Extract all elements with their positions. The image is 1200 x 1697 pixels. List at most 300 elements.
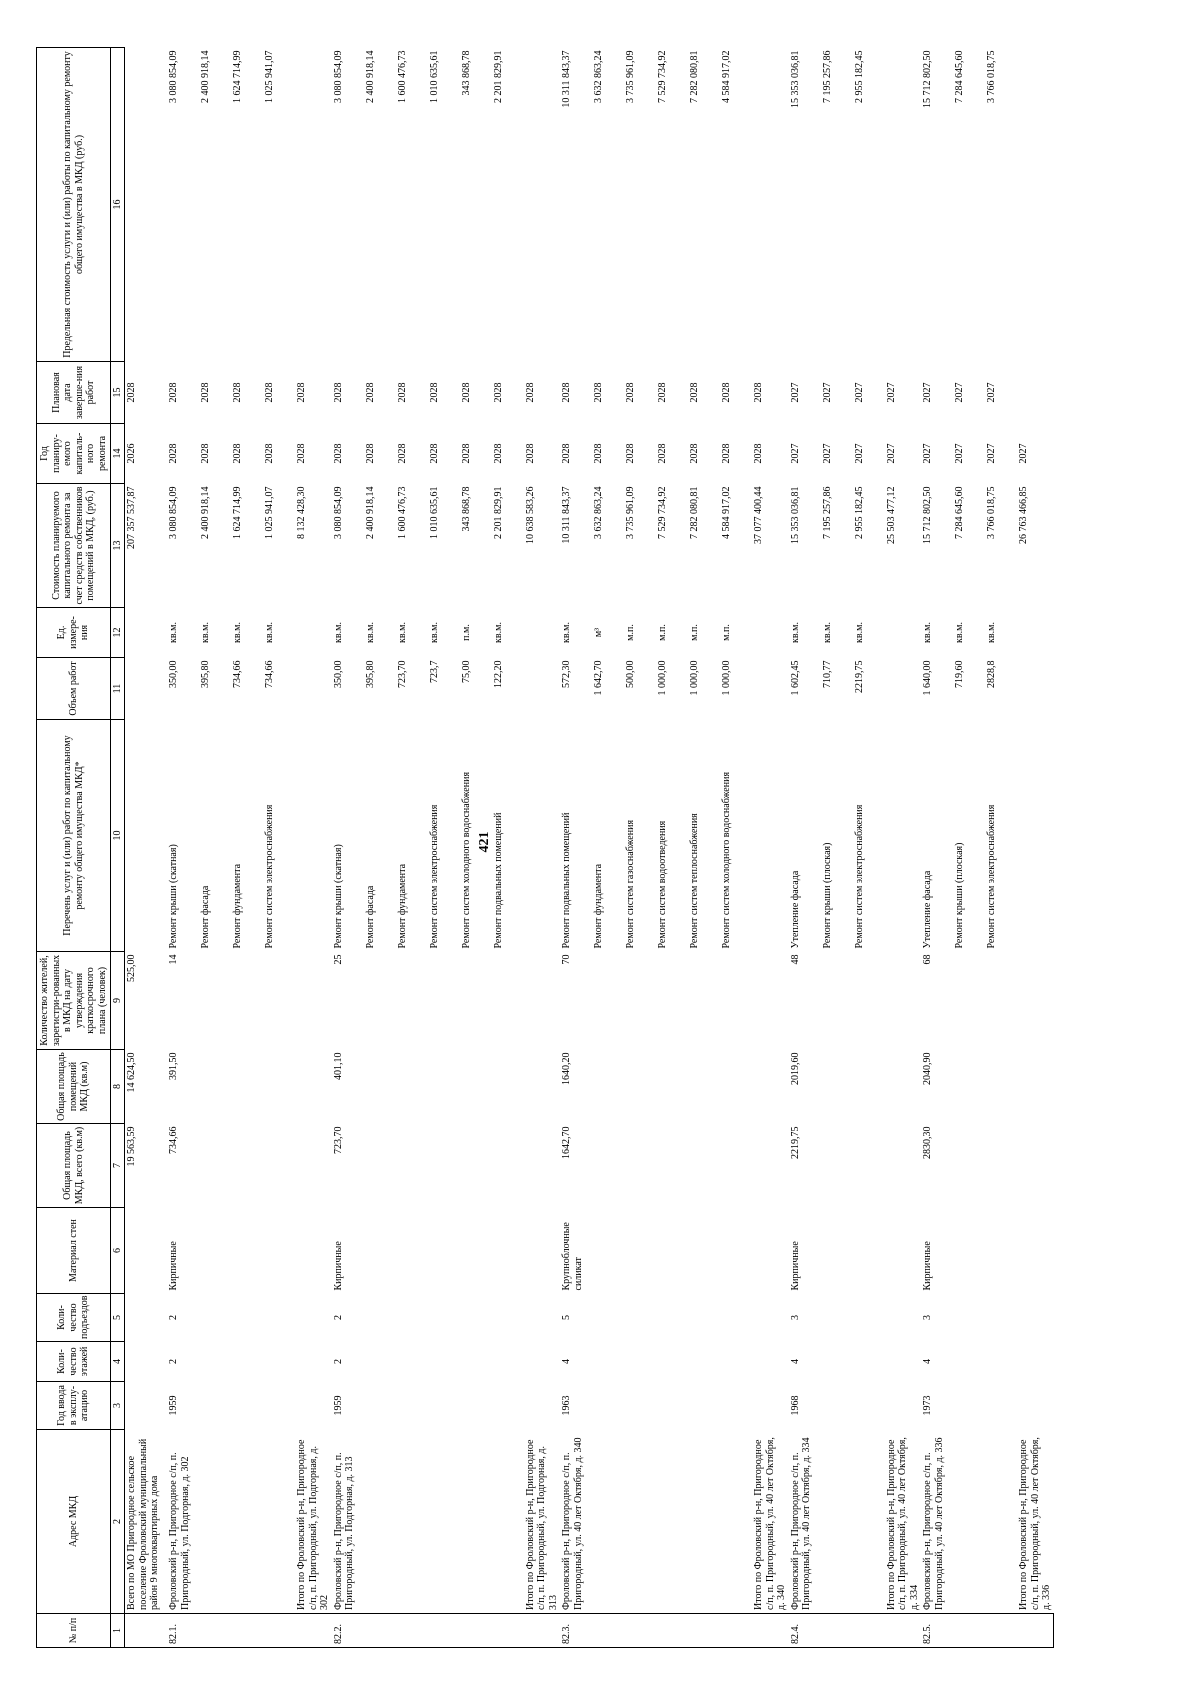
cell-col-13: 1 600 476,73 [396,486,408,539]
cell-col-4 [460,1342,492,1382]
cell-col-12: кв.м. [264,622,275,643]
cell-col-16: 1 010 635,61 [428,50,440,103]
cell-col-9 [752,952,789,1050]
cell-col-15: 2028 [625,382,636,403]
cell-col-1 [231,1614,263,1648]
cell-col-16: 15 353 036,81 [789,50,801,108]
cell-col-2: Фроловский р-н, Пригородное с/п, п. Пригородный, ул. Подгорная, д. 302 [168,1452,191,1610]
column-number-13: 13 [111,484,125,608]
cell-col-7 [1017,1124,1054,1208]
column-number-9: 9 [111,952,125,1050]
cell-col-8: 391,50 [168,1052,179,1080]
cell-col-1: 82.2. [332,1614,364,1648]
cell-col-14: 2028 [460,443,472,464]
cell-col-2 [492,1430,524,1614]
cell-col-4 [752,1342,789,1382]
cell-col-6: Кирпичные [332,1241,344,1291]
cell-col-4 [231,1342,263,1382]
cell-col-14: 2028 [721,443,732,464]
cell-col-2: Итого по Фроловский р-н, Пригородное с/п, п. Пригородный, ул. Подгорная, д. 313 [524,1439,559,1610]
column-number-15: 15 [111,362,125,424]
cell-col-16 [752,48,789,362]
cell-col-12: кв.м. [200,622,211,643]
cell-col-11: 500,00 [625,660,636,688]
cell-col-10: Ремонт систем электроснабжения [986,804,997,949]
cell-col-10: Ремонт систем газоснабжения [625,819,636,949]
table-row [125,48,168,1648]
table-row [592,48,624,1648]
cell-col-14: 2028 [593,443,604,464]
cell-col-9: 68 [922,954,933,965]
cell-col-1: 82.5. [921,1614,953,1648]
cell-col-5: 3 [789,1315,801,1320]
cell-col-12: п.м. [460,624,472,641]
cell-col-14: 2028 [232,443,243,464]
cell-col-10: Ремонт систем электроснабжения [264,804,275,949]
cell-col-2 [460,1430,492,1614]
cell-col-15 [1017,362,1054,424]
page-number: 421 [477,831,492,853]
cell-col-5 [364,1294,396,1342]
table-row [295,48,332,1648]
cell-col-6 [231,1208,263,1294]
cell-col-7 [396,1124,428,1208]
cell-col-8 [524,1050,561,1124]
cell-col-3: 1968 [789,1395,801,1416]
cell-col-4: 4 [789,1359,801,1364]
cell-col-7 [199,1124,231,1208]
cell-col-6 [688,1208,720,1294]
cell-col-11: 734,66 [232,660,243,688]
cell-col-9 [199,952,231,1050]
cell-col-15: 2028 [524,382,536,403]
cell-col-5 [460,1294,492,1342]
cell-col-10: Утепление фасада [922,870,933,949]
cell-col-9 [821,952,853,1050]
rotated-table-page [36,48,1186,1648]
cell-col-3 [953,1382,985,1430]
cell-col-12 [295,608,332,658]
column-header-14: Год планиру-емого капиталь-ного ремонта [37,424,111,484]
cell-col-1 [263,1614,295,1648]
cell-col-2 [199,1430,231,1614]
cell-col-11: 719,60 [954,660,965,688]
table-row [460,48,492,1648]
cell-col-3 [885,1382,922,1430]
cell-col-9 [428,952,460,1050]
cell-col-15: 2027 [853,382,865,403]
cell-col-8 [263,1050,295,1124]
cell-col-7 [460,1124,492,1208]
cell-col-5: 5 [561,1315,572,1320]
cell-col-5 [1017,1294,1054,1342]
cell-col-10: Ремонт систем теплоснабжения [689,813,700,949]
column-number-6: 6 [111,1208,125,1294]
cell-col-6 [125,1208,168,1294]
cell-col-10: Ремонт подвальных помещений [492,812,504,949]
cell-col-3: 1963 [561,1395,572,1416]
table-row [332,48,364,1648]
cell-col-4 [720,1342,752,1382]
cell-col-8 [624,1050,656,1124]
cell-col-10 [524,720,561,952]
cell-col-2: Фроловский р-н, Пригородное с/п, п. Пригородный, ул. 40 лет Октября, д. 340 [561,1437,584,1610]
cell-col-4 [263,1342,295,1382]
cell-col-5 [885,1294,922,1342]
cell-col-12: м³ [593,627,604,638]
cell-col-2 [853,1430,885,1614]
cell-col-8 [985,1050,1017,1124]
table-row [263,48,295,1648]
cell-col-1 [953,1614,985,1648]
cell-col-11 [752,658,789,720]
cell-col-11: 2219,75 [853,660,865,693]
cell-col-7 [492,1124,524,1208]
cell-col-5 [720,1294,752,1342]
cell-col-7 [592,1124,624,1208]
cell-col-9 [853,952,885,1050]
cell-col-1: 82.4. [789,1614,821,1648]
cell-col-6 [985,1208,1017,1294]
table-row [492,48,524,1648]
cell-col-6 [720,1208,752,1294]
cell-col-5 [985,1294,1017,1342]
cell-col-11: 395,80 [200,660,211,688]
cell-col-7: 2219,75 [789,1126,801,1159]
cell-col-4 [985,1342,1017,1382]
cell-col-16: 3 735 961,09 [625,50,636,103]
cell-col-4 [428,1342,460,1382]
cell-col-5: 3 [922,1315,933,1320]
cell-col-8 [1017,1050,1054,1124]
cell-col-1 [985,1614,1017,1648]
cell-col-5 [396,1294,428,1342]
cell-col-15: 2027 [922,382,933,403]
cell-col-13: 2 400 918,14 [200,486,211,539]
cell-col-16: 3 080 854,09 [332,50,344,103]
cell-col-13: 10 638 583,26 [524,486,536,544]
cell-col-12: кв.м. [853,622,865,643]
cell-col-4 [1017,1342,1054,1382]
cell-col-4 [396,1342,428,1382]
cell-col-11: 350,00 [168,660,179,688]
cell-col-12: кв.м. [821,622,833,643]
cell-col-5 [231,1294,263,1342]
cell-col-6 [263,1208,295,1294]
table-row [199,48,231,1648]
cell-col-1 [624,1614,656,1648]
cell-col-3 [396,1382,428,1430]
cell-col-2: Фроловский р-н, Пригородное с/п, п. Пригородный, ул. 40 лет Октября, д. 334 [789,1437,812,1610]
cell-col-5 [295,1294,332,1342]
cell-col-16: 1 600 476,73 [396,50,408,103]
cell-col-1 [460,1614,492,1648]
cell-col-7 [752,1124,789,1208]
cell-col-11: 1 642,70 [593,660,604,696]
cell-col-4 [688,1342,720,1382]
cell-col-6 [953,1208,985,1294]
cell-col-8 [231,1050,263,1124]
cell-col-16: 10 311 843,37 [561,50,572,108]
cell-col-3 [821,1382,853,1430]
cell-col-9 [492,952,524,1050]
cell-col-14: 2028 [200,443,211,464]
cell-col-7 [853,1124,885,1208]
cell-col-15: 2028 [561,382,572,403]
cell-col-5 [853,1294,885,1342]
cell-col-15: 2028 [428,382,440,403]
cell-col-13: 4 584 917,02 [721,486,732,539]
cell-col-1 [364,1614,396,1648]
cell-col-1 [720,1614,752,1648]
cell-col-15: 2027 [885,382,897,403]
cell-col-13: 2 201 829,91 [492,486,504,539]
cell-col-12: кв.м. [789,622,801,643]
cell-col-10: Ремонт крыши (плоская) [954,842,965,949]
cell-col-15: 2028 [264,382,275,403]
cell-col-10: Ремонт фундамента [232,863,243,949]
cell-col-13: 3 080 854,09 [168,486,179,539]
table-row [396,48,428,1648]
table-row [1017,48,1054,1648]
cell-col-11 [125,658,168,720]
column-header-15: Плановая дата заверше-ния работ [37,362,111,424]
cell-col-4: 2 [332,1359,344,1364]
cell-col-13: 15 712 802,50 [922,486,933,544]
cell-col-8: 2040,90 [922,1052,933,1085]
cell-col-2 [985,1430,1017,1614]
cell-col-1 [199,1614,231,1648]
column-header-2: Адрес МКД [37,1430,111,1614]
cell-col-11: 1 640,00 [922,660,933,696]
cell-col-5: 2 [168,1315,179,1320]
cell-col-1 [524,1614,561,1648]
cell-col-8 [492,1050,524,1124]
cell-col-15: 2028 [460,382,472,403]
cell-col-8: 14 624,50 [126,1052,137,1093]
table-row [921,48,953,1648]
cell-col-2: Фроловский р-н, Пригородное с/п, п. Пригородный, ул. Подгорная, д. 313 [332,1452,355,1610]
cell-col-2 [821,1430,853,1614]
cell-col-11: 350,00 [332,660,344,688]
cell-col-10: Ремонт фасада [364,885,376,949]
column-number-3: 3 [111,1382,125,1430]
cell-col-11: 710,77 [821,660,833,688]
cell-col-12: кв.м. [954,622,965,643]
cell-col-11: 122,20 [492,660,504,688]
cell-col-3 [364,1382,396,1430]
cell-col-11: 572,30 [561,660,572,688]
cell-col-8 [199,1050,231,1124]
column-number-16: 16 [111,48,125,362]
column-number-5: 5 [111,1294,125,1342]
cell-col-9 [1017,952,1054,1050]
cell-col-6 [460,1208,492,1294]
cell-col-8 [295,1050,332,1124]
cell-col-1 [592,1614,624,1648]
cell-col-7 [428,1124,460,1208]
column-header-7: Общая площадь МКД, всего (кв.м) [37,1124,111,1208]
column-header-9: Количество жителей, зарегистри-рованных в МКД на дату утверждения краткосрочного плана (человек) [37,952,111,1050]
cell-col-12: кв.м. [428,622,440,643]
cell-col-2: Всего по МО Пригородное сельское поселение Фроловский муниципальный район 9 многоквартирных дома [126,1438,160,1610]
cell-col-13: 1 624 714,99 [232,486,243,539]
cell-col-11: 75,00 [460,660,472,683]
cell-col-5 [199,1294,231,1342]
cell-col-1 [656,1614,688,1648]
cell-col-5 [592,1294,624,1342]
cell-col-3 [1017,1382,1054,1430]
cell-col-11: 2828,8 [986,660,997,688]
cell-col-11: 734,66 [264,660,275,688]
cell-col-10 [1017,720,1054,952]
cell-col-13: 343 868,78 [460,486,472,532]
cell-col-14: 2027 [885,443,897,464]
cell-col-9 [720,952,752,1050]
cell-col-9: 48 [789,954,801,965]
cell-col-3 [263,1382,295,1430]
cell-col-13: 37 077 400,44 [753,486,764,544]
cell-col-6 [428,1208,460,1294]
cell-col-11: 1 000,00 [689,660,700,696]
cell-col-7 [885,1124,922,1208]
cell-col-14: 2027 [954,443,965,464]
cell-col-6 [524,1208,561,1294]
column-header-8: Общая площадь помещений МКД (кв.м) [37,1050,111,1124]
cell-col-6 [295,1208,332,1294]
cell-col-8 [885,1050,922,1124]
cell-col-9 [364,952,396,1050]
cell-col-14: 2028 [428,443,440,464]
column-number-2: 2 [111,1430,125,1614]
cell-col-14: 2028 [332,443,344,464]
cell-col-8 [688,1050,720,1124]
cell-col-13: 7 284 645,60 [954,486,965,539]
cell-col-16: 1 025 941,07 [264,50,275,103]
cell-col-16: 7 282 080,81 [689,50,700,103]
cell-col-15: 2027 [954,382,965,403]
cell-col-10 [295,720,332,952]
cell-col-15: 2028 [200,382,211,403]
cell-col-2 [231,1430,263,1614]
table-row [885,48,922,1648]
cell-col-10: Ремонт подвальных помещений [561,812,572,949]
cell-col-1: 82.1. [167,1614,199,1648]
cell-col-14: 2028 [364,443,376,464]
column-header-3: Год ввода в эксплу-атацию [37,1382,111,1430]
cell-col-7 [688,1124,720,1208]
cell-col-5 [524,1294,561,1342]
cell-col-15: 2028 [593,382,604,403]
cell-col-12 [524,608,561,658]
table-body [125,48,1054,1648]
cell-col-8: 1640,20 [561,1052,572,1085]
cell-col-12: м.п. [625,624,636,641]
cell-col-13: 3 080 854,09 [332,486,344,539]
cell-col-15: 2028 [492,382,504,403]
cell-col-1 [752,1614,789,1648]
cell-col-10 [752,720,789,952]
cell-col-12: м.п. [689,624,700,641]
table-row [953,48,985,1648]
column-header-13: Стоимость планируемого капитального ремонта за счет средств собственников помещений в МКД, (руб.) [37,484,111,608]
cell-col-4 [821,1342,853,1382]
cell-col-2: Итого по Фроловский р-н, Пригородное с/п, п. Пригородный, ул. 40 лет Октября, д. 334 [885,1437,920,1610]
cell-col-1 [492,1614,524,1648]
cell-col-6 [821,1208,853,1294]
cell-col-7 [231,1124,263,1208]
cell-col-3 [656,1382,688,1430]
cell-col-7: 19 563,59 [126,1126,137,1167]
cell-col-16: 343 868,78 [460,50,472,96]
cell-col-3 [428,1382,460,1430]
cell-col-13: 3 766 018,75 [986,486,997,539]
cell-col-13: 7 195 257,86 [821,486,833,539]
capital-repair-table [36,47,1054,1648]
cell-col-2: Фроловский р-н, Пригородное с/п, п. Пригородный, ул. 40 лет Октября, д. 336 [922,1437,945,1610]
cell-col-3 [199,1382,231,1430]
cell-col-7 [263,1124,295,1208]
cell-col-5 [428,1294,460,1342]
cell-col-11 [1017,658,1054,720]
cell-col-1: 82.3. [560,1614,592,1648]
cell-col-7 [364,1124,396,1208]
cell-col-15: 2028 [721,382,732,403]
cell-col-15: 2028 [126,382,137,403]
table-row [985,48,1017,1648]
cell-col-11 [524,658,561,720]
cell-col-9 [885,952,922,1050]
cell-col-5 [953,1294,985,1342]
cell-col-2 [953,1430,985,1614]
cell-col-9 [624,952,656,1050]
cell-col-6 [656,1208,688,1294]
cell-col-11: 1 000,00 [657,660,668,696]
cell-col-7 [720,1124,752,1208]
cell-col-13: 207 357 537,87 [126,486,137,549]
cell-col-13: 7 282 080,81 [689,486,700,539]
cell-col-8 [821,1050,853,1124]
cell-col-2 [364,1430,396,1614]
cell-col-5 [821,1294,853,1342]
cell-col-5 [656,1294,688,1342]
cell-col-14: 2028 [657,443,668,464]
cell-col-16 [885,48,922,362]
cell-col-13: 7 529 734,92 [657,486,668,539]
cell-col-4 [364,1342,396,1382]
cell-col-4 [492,1342,524,1382]
cell-col-15: 2028 [364,382,376,403]
cell-col-11: 395,80 [364,660,376,688]
cell-col-12 [125,608,168,658]
cell-col-7: 2830,30 [922,1126,933,1159]
cell-col-14: 2027 [821,443,833,464]
cell-col-1 [821,1614,853,1648]
table-row [560,48,592,1648]
cell-col-8 [656,1050,688,1124]
cell-col-10: Ремонт крыши (скатная) [332,844,344,949]
cell-col-7 [624,1124,656,1208]
cell-col-5 [125,1294,168,1342]
cell-col-9: 25 [332,954,344,965]
cell-col-10: Ремонт фундамента [396,863,408,949]
cell-col-6 [364,1208,396,1294]
cell-col-8 [592,1050,624,1124]
column-header-10: Перечень услуг и (или) работ по капитальному ремонту общего имущества МКД* [37,720,111,952]
cell-col-14: 2027 [986,443,997,464]
cell-col-9 [295,952,332,1050]
column-number-4: 4 [111,1342,125,1382]
